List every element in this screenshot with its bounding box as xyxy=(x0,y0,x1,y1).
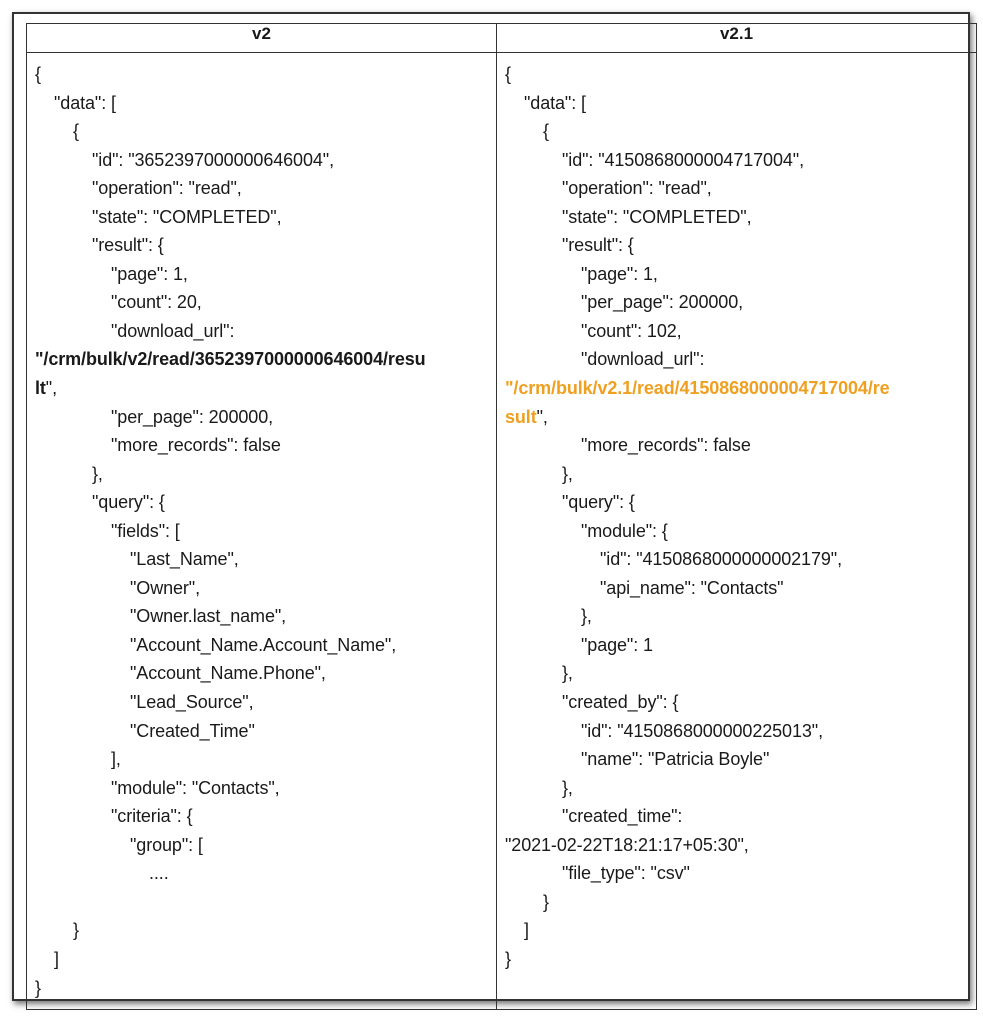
comparison-frame xyxy=(12,12,970,1001)
code-line: "result": { xyxy=(562,235,634,256)
code-line: "more_records": false xyxy=(111,435,281,456)
code-line: "page": 1, xyxy=(111,263,188,284)
code-line: "Created_Time" xyxy=(130,720,255,741)
code-line: "fields": [ xyxy=(111,520,180,541)
code-line: "per_page": 200000, xyxy=(581,292,744,313)
code-line: }, xyxy=(562,777,573,798)
header-v2-1: v2.1 xyxy=(497,24,977,53)
content-row xyxy=(27,53,977,1010)
code-line: .... xyxy=(149,863,169,884)
header-v2: v2 xyxy=(27,24,497,53)
code-line: "Last_Name", xyxy=(130,549,239,570)
code-line: } xyxy=(505,948,511,969)
header-row xyxy=(27,24,977,53)
code-line: { xyxy=(73,121,79,142)
code-line: "criteria": { xyxy=(111,806,193,827)
code-line: "count": 102, xyxy=(581,320,682,341)
code-line: "query": { xyxy=(92,492,165,513)
code-line: }, xyxy=(92,463,103,484)
download-url-line-end xyxy=(27,374,496,403)
code-line: ], xyxy=(111,749,121,770)
code-line: { xyxy=(543,121,549,142)
code-line: "group": [ xyxy=(130,834,203,855)
code-line: "operation": "read", xyxy=(562,178,712,199)
code-line: } xyxy=(35,977,41,998)
code-line: "module": { xyxy=(581,520,668,541)
code-line: "module": "Contacts", xyxy=(111,777,280,798)
code-line: "count": 20, xyxy=(111,292,202,313)
code-line: "id": "3652397000000646004", xyxy=(92,149,334,170)
code-line: ] xyxy=(524,920,529,941)
code-line: "name": "Patricia Boyle" xyxy=(581,749,770,770)
code-line: "id": "4150868000000225013", xyxy=(581,720,823,741)
code-line: "Account_Name.Phone", xyxy=(130,663,326,684)
url-tail-punctuation: ", xyxy=(536,406,548,427)
code-line: "state": "COMPLETED", xyxy=(562,206,752,227)
code-line: "result": { xyxy=(92,235,164,256)
v2-code-block xyxy=(27,53,496,1002)
v2-1-code-block xyxy=(497,53,976,974)
comparison-table xyxy=(26,23,977,1010)
code-line: }, xyxy=(581,606,592,627)
code-line: }, xyxy=(562,663,573,684)
url-tail-punctuation: ", xyxy=(45,378,57,399)
download-url-tail-highlighted: sult xyxy=(505,406,537,427)
v2-1-json-cell xyxy=(497,53,977,1010)
code-line: } xyxy=(543,891,549,912)
download-url-line-end xyxy=(497,403,976,432)
code-line: "created_time": xyxy=(562,806,683,827)
code-line: "page": 1 xyxy=(581,634,653,655)
code-line: "2021-02-22T18:21:17+05:30", xyxy=(505,834,749,855)
code-line: "download_url": xyxy=(111,320,235,341)
code-line: "Account_Name.Account_Name", xyxy=(130,634,397,655)
download-url-line: "/crm/bulk/v2/read/3652397000000646004/resu xyxy=(35,349,426,370)
code-line: "Lead_Source", xyxy=(130,692,254,713)
code-line: "operation": "read", xyxy=(92,178,242,199)
code-line: "more_records": false xyxy=(581,435,751,456)
download-url-line-highlighted: "/crm/bulk/v2.1/read/4150868000004717004/re xyxy=(505,378,890,399)
code-line: } xyxy=(73,920,79,941)
code-line: }, xyxy=(562,463,573,484)
code-line: "page": 1, xyxy=(581,263,658,284)
code-line: "id": "4150868000004717004", xyxy=(562,149,804,170)
code-line: ] xyxy=(54,948,59,969)
code-line: "per_page": 200000, xyxy=(111,406,274,427)
code-line: "file_type": "csv" xyxy=(562,863,690,884)
code-line: "data": [ xyxy=(524,92,586,113)
code-line: "data": [ xyxy=(54,92,116,113)
download-url-tail: lt xyxy=(35,378,46,399)
code-line-blank xyxy=(27,888,496,917)
code-line: { xyxy=(35,64,41,84)
code-line: { xyxy=(505,64,511,84)
v2-json-cell xyxy=(27,53,497,1010)
code-line: "Owner.last_name", xyxy=(130,606,287,627)
code-line: "state": "COMPLETED", xyxy=(92,206,282,227)
code-line: "id": "4150868000000002179", xyxy=(600,549,842,570)
code-line: "api_name": "Contacts" xyxy=(600,577,784,598)
code-line: "created_by": { xyxy=(562,692,679,713)
code-line: "query": { xyxy=(562,492,635,513)
code-line: "Owner", xyxy=(130,577,200,598)
code-line: "download_url": xyxy=(581,349,705,370)
